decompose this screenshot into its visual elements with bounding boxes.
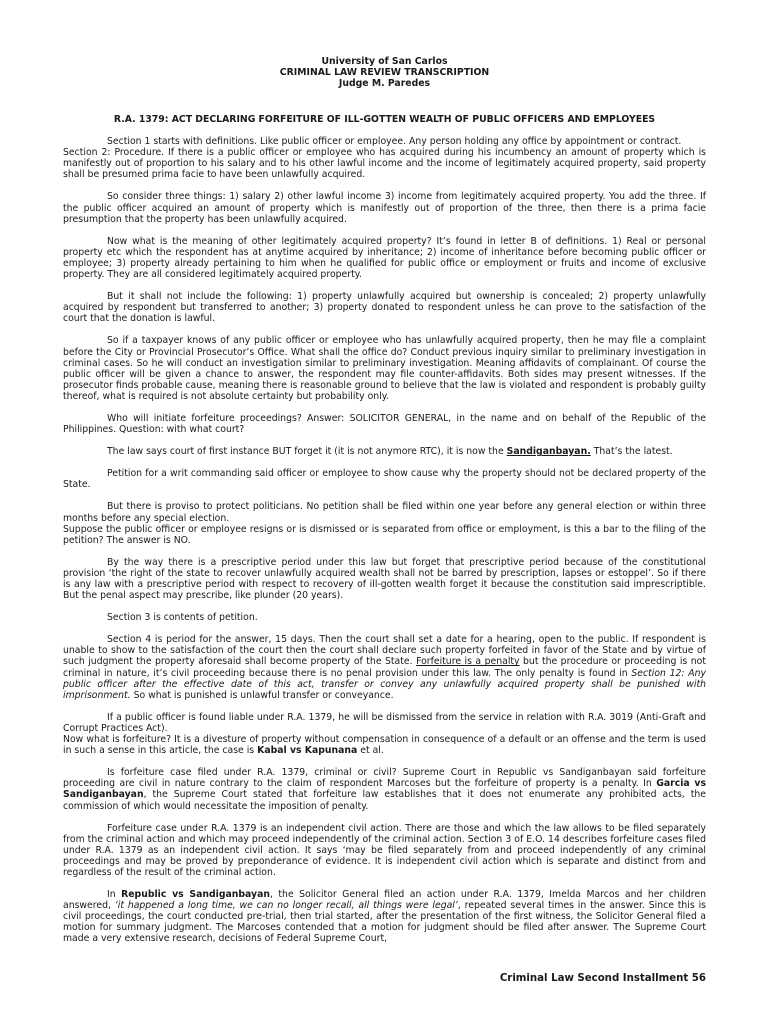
text-span: Section 4 is period for the answer, 15 days. Then the court shall set a date for a hearing, open to the public. If respondent is unable to show to the satisfaction of the court then the court shall declare such property forfeited in favor of the State and by virtue of such judgment the property aforesaid shall become property of the State. (63, 634, 706, 668)
paragraph-5: But it shall not include the following: 1) property unlawfully acquired but ownership is concealed; 2) property unlawfully acquired by respondent but transferred to another; 3) property donated to respondent unless he can prove to the satisfaction of the court that the donation is lawful. (63, 291, 706, 325)
text-span: Now what is forfeiture? It is a divesture of property without compensation in consequence of a default or an offense and the term is used in such a sense in this article, the case is (63, 734, 706, 757)
text-span: , repeated several times in the answer. Since this is civil proceedings, the court conducted pre-trial, then trial started, after the presentation of the first witness, the Solicitor General filed a motion for summary judgment. The Marcoses contended that a motion for judgment should be filed after answer. The Supreme Court made a very extensive research, decisions of Federal Supreme Court, (63, 900, 706, 945)
text-span: , the Supreme Court stated that forfeiture law establishes that it does not enumerate any prohibited acts, the commission of which would necessitate the imposition of penalty. (63, 789, 706, 812)
text-span: , the Solicitor General filed an action under R.A. 1379, Imelda Marcos and her children answered, (63, 889, 707, 912)
page-footer: Criminal Law Second Installment 56 (499, 973, 706, 984)
forfeiture-penalty-emphasis: Forfeiture is a penalty (416, 656, 520, 668)
judge-name: Judge M. Paredes (338, 78, 431, 89)
paragraph-3: So consider three things: 1) salary 2) other lawful income 3) income from legitimately acquired property. You add the three. If the public officer acquired an amount of property which is manifestly out of proportion of the three, then there is a prima facie presumption that the property has been unlawfully acquired. (63, 191, 706, 225)
case-name: Republic vs Sandiganbayan (121, 889, 270, 901)
paragraph-6: So if a taxpayer knows of any public officer or employee who has unlawfully acquired property, then he may file a complaint before the City or Provincial Prosecutor’s Office. What shall the office do? Conduct previous inquiry similar to preliminary investigation in criminal cases. So he will conduct an investigation similar to preliminary investigation. Meaning affidavits of complainant. Of course the public officer will be given a chance to answer, the respondent may file counter-affidavits. Both sides may present witnesses. If the prosecutor finds probable cause, meaning there is reasonable ground to believe that the law is violated and respondent is probably guilty thereof, what is required is not absolute certainty but probability only. (63, 335, 706, 402)
sandiganbayan-emphasis: Sandiganbayan. (506, 446, 591, 458)
text-span: but the procedure or proceeding is not criminal in nature, it’s civil proceeding because there is no penal provision under this law. The only penalty is found in (63, 656, 706, 679)
text-span: So what is punished is unlawful transfer or conveyance. (130, 689, 394, 701)
paragraph-8 (63, 446, 706, 457)
text-span: That’s the latest. (590, 446, 673, 458)
paragraph-2: Section 2: Procedure. If there is a public officer or employee who has acquired during his incumbency an amount of property which is manifestly out of proportion to his salary and to his other lawful income and the income of legitimately acquired property, said property shall be presumed prima facie to have been unlawfully acquired. (63, 147, 706, 181)
paragraph-16 (63, 734, 706, 756)
paragraph-19 (63, 889, 706, 944)
document-header (63, 56, 706, 89)
marcos-answer-quote: ‘it happened a long time, we can no longer recall, all things were legal’ (114, 900, 458, 912)
text-span: The law says court of first instance BUT forget it (it is not anymore RTC), it is now the (107, 446, 507, 458)
transcription-title: CRIMINAL LAW REVIEW TRANSCRIPTION (279, 67, 490, 78)
paragraph-1: Section 1 starts with definitions. Like public officer or employee. Any person holding any office by appointment or contract. (107, 136, 682, 148)
text-span: In (107, 889, 122, 901)
text-span: et al. (357, 745, 384, 757)
paragraph-11: Suppose the public officer or employee resigns or is dismissed or is separated from office or employment, is this a bar to the filing of the petition? The answer is NO. (63, 523, 706, 546)
case-name: Kabal vs Kapunana (257, 745, 358, 757)
paragraph-4: Now what is the meaning of other legitimately acquired property? It’s found in letter B of definitions. 1) Real or personal property etc which the respondent has at anytime acquired by inheritance; 2) income of inheritance before becoming public officer or employee; 3) property already pertaining to him when he qualified for public office or employment or fruits and income of exclusive property. They are all considered legitimately acquired property. (63, 235, 706, 281)
paragraph-13: Section 3 is contents of petition. (107, 612, 258, 624)
paragraph-9: Petition for a writ commanding said officer or employee to show cause why the property should not be declared property of the State. (63, 468, 706, 491)
paragraph-14 (63, 634, 706, 701)
paragraph-7: Who will initiate forfeiture proceedings? Answer: SOLICITOR GENERAL, in the name and on behalf of the Republic of the Philippines. Question: with what court? (63, 412, 706, 436)
case-name: Garcia vs Sandiganbayan (63, 778, 707, 801)
university-name: University of San Carlos (321, 56, 448, 67)
section-12-quote: Section 12: Any public officer after the effective date of this act, transfer or convey any unlawfully acquired property shall be punished with imprisonment. (63, 667, 706, 701)
paragraph-12: By the way there is a prescriptive period under this law but forget that prescriptive period because of the constitutional provision ‘the right of the state to recover unlawfully acquired wealth shall not be barred by prescription, lapses or estoppel’. So if there is any law with a prescriptive period with respect to recovery of ill-gotten wealth forget it because the constitution said imprescriptible. But the penal aspect may prescribe, like plunder (20 years). (63, 556, 706, 602)
paragraph-10: But there is proviso to protect politicians. No petition shall be filed within one year before any general election or within three months before any special election. (63, 501, 706, 524)
paragraph-15: If a public officer is found liable under R.A. 1379, he will be dismissed from the service in relation with R.A. 3019 (Anti-Graft and Corrupt Practices Act). (63, 711, 706, 734)
section-title: R.A. 1379: ACT DECLARING FORFEITURE OF ILL-GOTTEN WEALTH OF PUBLIC OFFICERS AND EMPLOYEES (113, 114, 656, 125)
text-span: Is forfeiture case filed under R.A. 1379, criminal or civil? Supreme Court in Republic vs Sandiganbayan said forfeiture proceeding are civil in nature contrary to the claim of respondent Marcoses but the forfeiture of property is a penalty. In (63, 767, 706, 790)
paragraph-17 (63, 767, 706, 811)
paragraph-18: Forfeiture case under R.A. 1379 is an independent civil action. There are those and which the law allows to be filed separately from the criminal action and which may proceed independently of the criminal action. Section 3 of E.O. 14 describes forfeiture cases filed under R.A. 1379 as an independent civil action. It says ‘may be filed separately from and proceed independently of any criminal proceedings and may be proved by preponderance of evidence. It is independent civil action which is separate and distinct from and regardless of the result of the criminal action. (63, 822, 706, 878)
